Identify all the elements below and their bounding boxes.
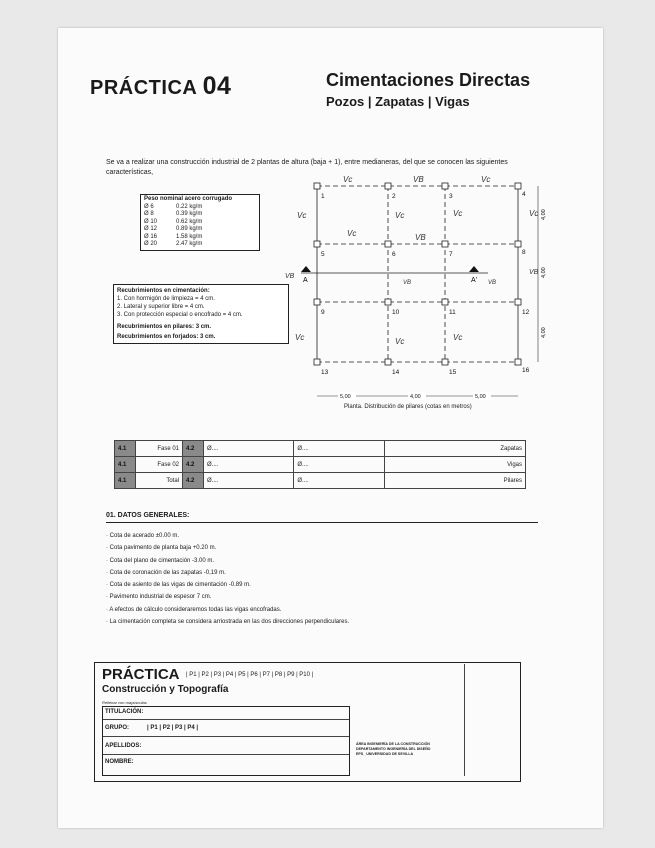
element-cell: Zapatas [384, 441, 525, 457]
pillar-marker [314, 359, 320, 365]
dimension-y: 4,00 [541, 267, 547, 278]
beam-label: Vc [297, 211, 307, 220]
steel-row [144, 211, 256, 219]
element-cell: Vigas [384, 457, 525, 473]
pillar-number: 4 [522, 191, 526, 198]
beam-label: VB [529, 269, 539, 276]
list-item: · A efectos de cálculo consideraremos todas las vigas encofradas. [106, 606, 282, 613]
list-item: · Pavimento industrial de espesor 7 cm. [106, 594, 212, 601]
pillar-marker [442, 183, 448, 189]
list-item: · Cota pavimento de planta baja +0.20 m. [106, 545, 217, 552]
plan-caption: Planta. Distribución de pilares (cotas en metros) [344, 404, 472, 410]
section-a2-marker [469, 266, 479, 272]
phase-cell: Fase 02 [136, 457, 183, 473]
code-cell: 4.1 [115, 457, 136, 473]
beam-label: Vc [453, 209, 463, 218]
diameter-field[interactable]: Ø.... [294, 441, 384, 457]
divider [103, 719, 349, 720]
pillar-marker [385, 241, 391, 247]
beam-label: VB [413, 175, 424, 184]
pillar-number: 5 [321, 251, 325, 258]
pillar-number: 8 [522, 249, 526, 256]
dimension-y: 4,00 [541, 209, 547, 220]
pillar-number: 14 [392, 369, 400, 376]
list-item: · Cota de coronación de las zapatas -0,19 m. [106, 569, 226, 576]
diameter-field[interactable]: Ø.... [294, 457, 384, 473]
table-row [115, 457, 526, 473]
steel-diameter: Ø 12 [144, 226, 158, 232]
diameter-field[interactable]: Ø.... [294, 473, 384, 489]
pillar-number: 11 [449, 309, 456, 316]
document-sheet [58, 28, 603, 828]
list-item: · Cota de acerado ±0.00 m. [106, 533, 180, 539]
steel-row [144, 241, 256, 249]
dimension-y: 4,00 [541, 327, 547, 338]
pillar-marker [385, 359, 391, 365]
steel-table-header: Peso nominal acero corrugado [144, 196, 233, 202]
pillar-number: 13 [321, 369, 329, 376]
code-cell: 4.2 [183, 473, 204, 489]
cover-slabs: Recubrimientos en forjados: 3 cm. [117, 334, 216, 340]
pillar-marker [515, 241, 521, 247]
general-data-list [106, 530, 349, 628]
table-row [115, 473, 526, 489]
divider [103, 754, 349, 755]
code-cell: 4.2 [183, 457, 204, 473]
beam-label: VB [403, 280, 412, 286]
steel-weight-table [140, 194, 260, 251]
steel-diameter: Ø 8 [144, 211, 154, 217]
section-a-marker [301, 266, 311, 272]
beam-label: Vc [481, 175, 491, 184]
steel-weight: 1.58 kg/m [176, 233, 203, 240]
divider [103, 736, 349, 737]
section-a2-label: A' [471, 277, 478, 284]
department-info [356, 742, 430, 757]
list-item-text: Cota de coronación de las zapatas -0,19 m. [109, 569, 226, 576]
list-item: · Cota del plano de cimentación -3.00 m. [106, 557, 215, 564]
pillar-marker [442, 299, 448, 305]
practice-selector[interactable]: | P1 | P2 | P3 | P4 | P5 | P6 | P7 | P8 | P9 | P10 | [186, 672, 314, 678]
steel-weight: 2.47 kg/m [176, 241, 203, 247]
steel-weight: 0.22 kg/m [176, 203, 203, 210]
pillar-number: 12 [522, 309, 530, 316]
pillar-number: 15 [449, 369, 457, 376]
steel-row [144, 234, 256, 242]
grupo-label: GRUPO: [105, 725, 129, 731]
cover-item: 2. Lateral y superior libre = 4 cm. [117, 304, 205, 310]
phase-cell: Total [136, 473, 183, 489]
pillar-number: 3 [449, 193, 453, 200]
intro-text: Se va a realizar una construcción industrial de 2 plantas de altura (baja + 1), entre medianeras, del que se conocen las siguientes características, [106, 159, 508, 176]
student-form [102, 706, 350, 776]
general-data-title: 01. DATOS GENERALES: [106, 512, 190, 519]
pillar-marker [314, 299, 320, 305]
code-cell: 4.1 [115, 441, 136, 457]
dimension-x: 5,00 [475, 394, 486, 400]
list-item-text: Pavimento industrial de espesor 7 cm. [109, 594, 212, 601]
pillar-number: 10 [392, 309, 400, 316]
list-item-text: A efectos de cálculo consideraremos todas las vigas encofradas. [109, 606, 282, 613]
steel-weight: 0.62 kg/m [176, 218, 203, 225]
steel-diameter: Ø 20 [144, 241, 158, 247]
beam-label: Vc [453, 333, 463, 342]
practice-label: PRÁCTICA [90, 77, 197, 99]
steel-weight: 0.89 kg/m [176, 226, 203, 232]
steel-row [144, 204, 256, 212]
list-item: · Cota de asiento de las vigas de cimentación -0.89 m. [106, 582, 251, 589]
beam-label: VB [415, 233, 426, 242]
practice-heading [90, 72, 231, 101]
list-item-text: La cimentación completa se considera arriostrada en las dos direcciones perpendiculares. [109, 619, 350, 626]
pillar-number: 7 [449, 251, 453, 258]
code-cell: 4.1 [115, 473, 136, 489]
divider [106, 522, 538, 523]
beam-label: VB [285, 273, 295, 280]
dimension-x: 5,00 [340, 394, 351, 400]
pillar-marker [442, 241, 448, 247]
steel-diameter: Ø 16 [144, 233, 158, 240]
divider [464, 664, 465, 776]
pillar-number: 2 [392, 193, 396, 200]
code-cell: 4.2 [183, 441, 204, 457]
pillar-number: 6 [392, 251, 396, 258]
pillar-marker [515, 183, 521, 189]
pillar-marker [314, 183, 320, 189]
list-item-text: Cota de acerado ±0.00 m. [109, 533, 180, 539]
pillar-number: 9 [321, 309, 325, 316]
dept-line: EPS_ UNIVERSIDAD DE SEVILLA [356, 752, 414, 756]
list-item: · La cimentación completa se considera arriostrada en las dos direcciones perpendiculares. [106, 619, 350, 626]
element-cell: Pilares [384, 473, 525, 489]
table-row [115, 441, 526, 457]
beam-label: Vc [395, 337, 405, 346]
cover-item: 3. Con protección especial o encofrado = 4 cm. [117, 312, 243, 318]
list-item-text: Cota del plano de cimentación -3.00 m. [109, 557, 215, 564]
pillar-number: 16 [522, 367, 530, 374]
section-a-label: A [303, 277, 308, 284]
document-title: Cimentaciones Directas [326, 70, 531, 90]
footer-note: Rellenar con mayúsculas [102, 700, 147, 705]
group-selector[interactable]: | P1 | P2 | P3 | P4 | [147, 725, 199, 731]
covers-box [113, 284, 289, 344]
phase-cell: Fase 01 [136, 441, 183, 457]
beam-label: Vc [343, 175, 353, 184]
beam-label: Vc [529, 209, 539, 218]
diameter-field[interactable]: Ø.... [204, 473, 294, 489]
list-item-text: Cota de asiento de las vigas de cimentación -0.89 m. [109, 582, 251, 589]
pillar-marker [515, 359, 521, 365]
cover-pillars: Recubrimientos en pilares: 3 cm. [117, 324, 212, 330]
diameter-field[interactable]: Ø.... [204, 441, 294, 457]
beam-label: Vc [347, 229, 357, 238]
phases-table [114, 440, 526, 489]
practice-number: 04 [202, 72, 232, 100]
list-item-text: Cota pavimento de planta baja +0.20 m. [109, 545, 217, 552]
pillar-marker [515, 299, 521, 305]
covers-title: Recubrimientos en cimentación: [117, 288, 210, 294]
steel-weight: 0.39 kg/m [176, 211, 203, 217]
nombre-label: NOMBRE: [105, 759, 134, 765]
beam-label: VB [488, 280, 497, 286]
pillar-marker [385, 299, 391, 305]
cover-item: 1. Con hormigón de limpieza = 4 cm. [117, 296, 215, 302]
dimension-x: 4,00 [410, 394, 421, 400]
pillar-marker [442, 359, 448, 365]
steel-row [144, 226, 256, 234]
diameter-field[interactable]: Ø.... [204, 457, 294, 473]
dept-line: ÁREA INGENIERÍA DE LA CONSTRUCCIÓN [356, 742, 430, 746]
beam-label: Vc [395, 211, 405, 220]
titulacion-label: TITULACIÓN: [105, 709, 144, 715]
floor-plan [283, 174, 588, 414]
footer-subtitle: Construcción y Topografía [102, 684, 229, 695]
steel-row [144, 219, 256, 227]
pillar-number: 1 [321, 193, 325, 200]
steel-diameter: Ø 6 [144, 203, 154, 210]
dept-line: DEPARTAMENTO INGENIERÍA DEL DISEÑO [356, 747, 431, 751]
pillar-marker [385, 183, 391, 189]
beam-label: Vc [295, 333, 305, 342]
document-subtitle: Pozos | Zapatas | Vigas [326, 94, 470, 109]
pillar-marker [314, 241, 320, 247]
steel-diameter: Ø 10 [144, 218, 158, 225]
apellidos-label: APELLIDOS: [105, 743, 142, 749]
footer-title: PRÁCTICA [102, 666, 180, 683]
